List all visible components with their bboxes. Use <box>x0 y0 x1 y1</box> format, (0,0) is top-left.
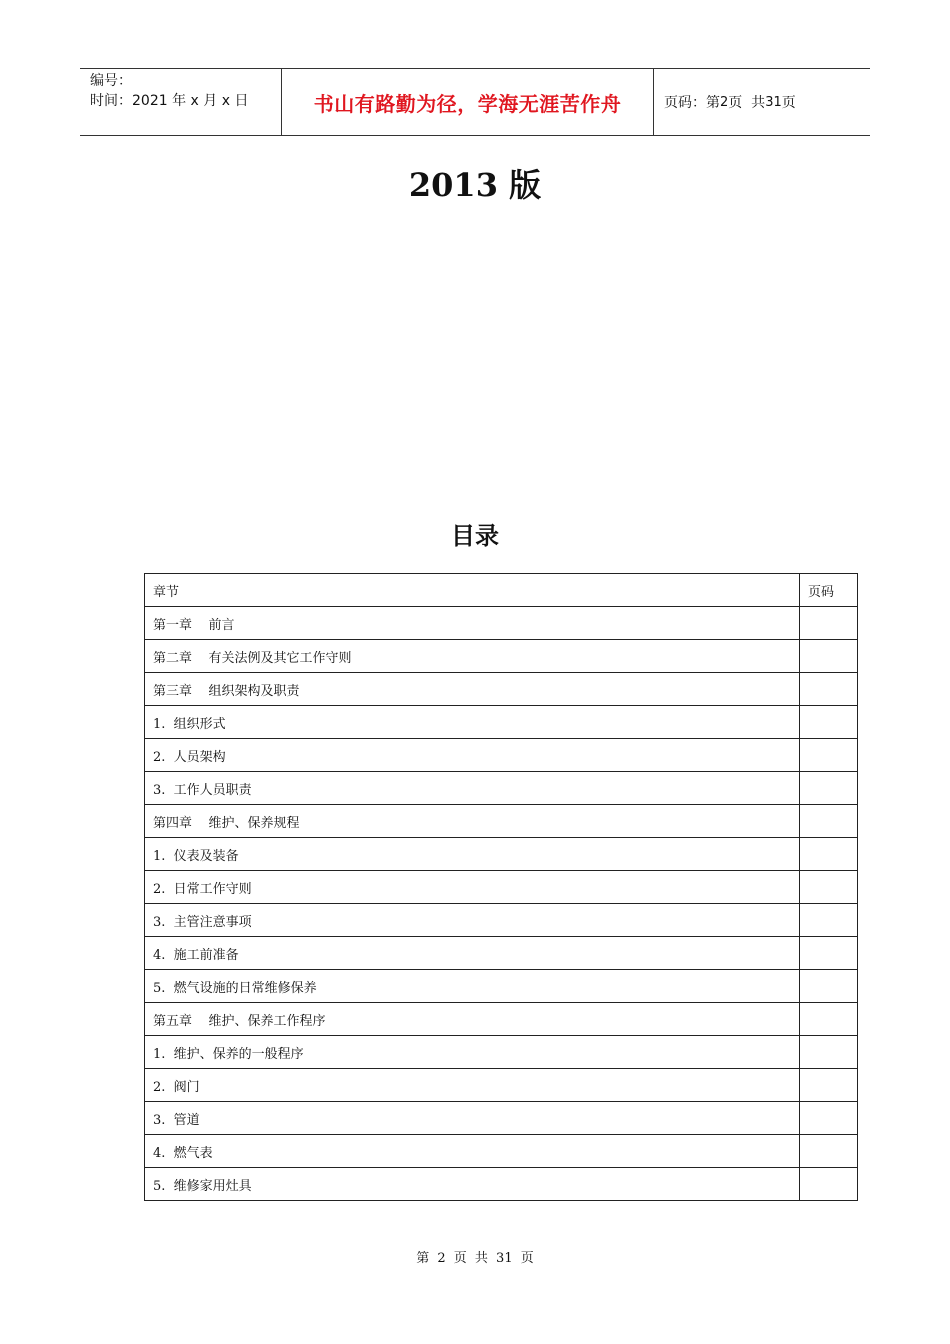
toc-row <box>145 805 858 838</box>
toc-row <box>145 772 858 805</box>
header-motto-cell <box>282 69 654 135</box>
toc-row <box>145 871 858 904</box>
page-prefix: 页码：第 <box>664 95 720 111</box>
toc-row <box>145 640 858 673</box>
toc-row-page <box>800 772 858 805</box>
toc-row-chapter: 4. 燃气表 <box>145 1135 800 1168</box>
toc-row <box>145 937 858 970</box>
toc-row-page <box>800 706 858 739</box>
page-total: 31 <box>765 94 782 110</box>
toc-row-page <box>800 871 858 904</box>
toc-row <box>145 1069 858 1102</box>
toc-row-chapter: 第三章 组织架构及职责 <box>145 673 800 706</box>
toc-row-page <box>800 1003 858 1036</box>
toc-row <box>145 904 858 937</box>
toc-table <box>144 573 858 1201</box>
toc-row-page <box>800 739 858 772</box>
number-label: 编号： <box>90 73 132 89</box>
motto-text: 书山有路勤为径，学海无涯苦作舟 <box>313 91 622 116</box>
toc-row-chapter: 第四章 维护、保养规程 <box>145 805 800 838</box>
toc-row <box>145 706 858 739</box>
toc-row <box>145 1036 858 1069</box>
header-meta <box>80 69 282 135</box>
page-mid: 页 共 <box>728 95 766 111</box>
toc-row-page <box>800 673 858 706</box>
toc-row <box>145 673 858 706</box>
toc-row-page <box>800 1036 858 1069</box>
toc-row-chapter: 第五章 维护、保养工作程序 <box>145 1003 800 1036</box>
toc-row-chapter: 3. 主管注意事项 <box>145 904 800 937</box>
toc-row-page <box>800 970 858 1003</box>
toc-row-page <box>800 607 858 640</box>
toc-row-page <box>800 805 858 838</box>
toc-row-page <box>800 1102 858 1135</box>
toc-row-chapter: 5. 燃气设施的日常维修保养 <box>145 970 800 1003</box>
page-footer: 第 2 页 共 31 页 <box>416 1251 534 1266</box>
toc-row <box>145 1102 858 1135</box>
toc-row-chapter: 5. 维修家用灶具 <box>145 1168 800 1201</box>
toc-row-chapter: 4. 施工前准备 <box>145 937 800 970</box>
toc-header-row <box>145 574 858 607</box>
toc-row-chapter: 第一章 前言 <box>145 607 800 640</box>
toc-row <box>145 1135 858 1168</box>
toc-col-chapter: 章节 <box>145 574 800 607</box>
toc-row-chapter: 3. 工作人员职责 <box>145 772 800 805</box>
toc-row-page <box>800 904 858 937</box>
toc-col-page: 页码 <box>800 574 858 607</box>
toc-row-page <box>800 640 858 673</box>
toc-row-page <box>800 1135 858 1168</box>
toc-row-page <box>800 838 858 871</box>
toc-title: 目录 <box>451 522 499 550</box>
toc-row-chapter: 2. 阀门 <box>145 1069 800 1102</box>
page-suffix: 页 <box>781 95 796 111</box>
toc-row <box>145 838 858 871</box>
toc-row <box>145 607 858 640</box>
toc-row-chapter: 2. 人员架构 <box>145 739 800 772</box>
toc-row-chapter: 2. 日常工作守则 <box>145 871 800 904</box>
toc-row-chapter: 1. 维护、保养的一般程序 <box>145 1036 800 1069</box>
toc-row-chapter: 3. 管道 <box>145 1102 800 1135</box>
toc-row-chapter: 第二章 有关法例及其它工作守则 <box>145 640 800 673</box>
time-label: 时间：2021 年 x 月 x 日 <box>90 93 249 109</box>
toc-row <box>145 1003 858 1036</box>
toc-row-page <box>800 1069 858 1102</box>
toc-row-chapter: 1. 组织形式 <box>145 706 800 739</box>
toc-row <box>145 739 858 772</box>
toc-row-page <box>800 937 858 970</box>
toc-row <box>145 1168 858 1201</box>
page-header <box>80 68 870 136</box>
toc-row <box>145 970 858 1003</box>
document-title: 2013 版 <box>408 166 542 204</box>
toc-row-page <box>800 1168 858 1201</box>
toc-row-chapter: 1. 仪表及装备 <box>145 838 800 871</box>
page-current: 2 <box>720 94 729 110</box>
header-page-info <box>654 69 870 135</box>
